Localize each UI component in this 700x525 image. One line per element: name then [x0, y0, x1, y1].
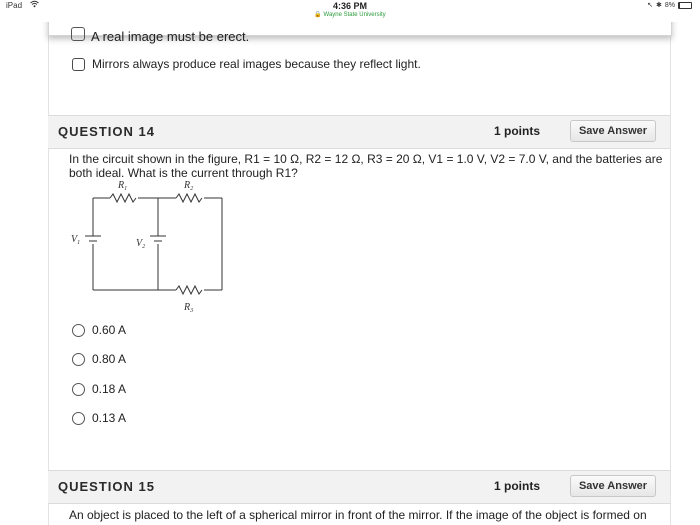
- bluetooth-icon: ✱: [656, 2, 662, 9]
- answer-option-2[interactable]: [72, 352, 126, 366]
- question-14-header: [48, 115, 670, 149]
- answer-option-4[interactable]: [72, 411, 126, 425]
- battery-level: [679, 3, 680, 8]
- option-radio[interactable]: [72, 383, 85, 396]
- answer-option-3[interactable]: [72, 382, 126, 396]
- r1-label: $R_1$: [118, 180, 128, 192]
- question-title: QUESTION 15: [58, 479, 155, 494]
- question-title: QUESTION 14: [58, 124, 155, 139]
- option-label: 0.60 A: [92, 323, 127, 337]
- status-bar: [0, 0, 700, 22]
- site-url: 🔒 Wayne State University: [314, 12, 386, 18]
- content-left-border: [48, 0, 49, 525]
- answer-option-1[interactable]: [72, 323, 126, 337]
- option-label: 0.80 A: [92, 352, 127, 366]
- question-15-text: An object is placed to the left of a spherical mirror in front of the mirror. If the image of the object is formed on: [69, 508, 647, 522]
- v1-label: $V_1$: [71, 234, 81, 246]
- option-label: Mirrors always produce real images because they reflect light.: [92, 57, 421, 71]
- save-answer-button[interactable]: Save Answer: [570, 475, 656, 497]
- partial-option-label: A real image must be erect.: [91, 29, 250, 44]
- save-answer-button[interactable]: Save Answer: [570, 120, 656, 142]
- clock: 4:36 PM: [332, 1, 367, 11]
- device-name: iPad: [6, 1, 23, 10]
- circuit-figure: [68, 180, 238, 325]
- battery-percent: 8%: [664, 1, 675, 9]
- previous-question-option[interactable]: [72, 57, 421, 71]
- option-label: 0.18 A: [92, 382, 127, 396]
- battery-icon: [678, 2, 692, 9]
- r2-label: $R_2$: [184, 180, 194, 192]
- v2-label: $V_2$: [136, 238, 146, 250]
- question-points: 1 points: [493, 479, 540, 493]
- r3-label: $R_3$: [184, 302, 194, 314]
- partial-option-checkbox[interactable]: [71, 27, 85, 41]
- site-name: Wayne State University: [323, 12, 386, 18]
- content-right-border: [670, 0, 671, 525]
- option-radio[interactable]: [72, 353, 85, 366]
- option-radio[interactable]: [72, 412, 85, 425]
- option-checkbox[interactable]: [72, 58, 85, 71]
- option-label: 0.13 A: [92, 411, 127, 425]
- r1-resistor: [110, 194, 136, 202]
- question-15-header: [48, 470, 670, 504]
- option-radio[interactable]: [72, 324, 85, 337]
- question-14-text: In the circuit shown in the figure, R1 = 10 Ω, R2 = 12 Ω, R3 = 20 Ω, V1 = 1.0 V, V2 = 7.0 V, and the batteries are both ideal. What is the current through R1?: [69, 152, 663, 180]
- question-points: 1 points: [493, 124, 540, 138]
- status-indicators: [647, 1, 692, 9]
- location-icon: ↖: [647, 2, 653, 9]
